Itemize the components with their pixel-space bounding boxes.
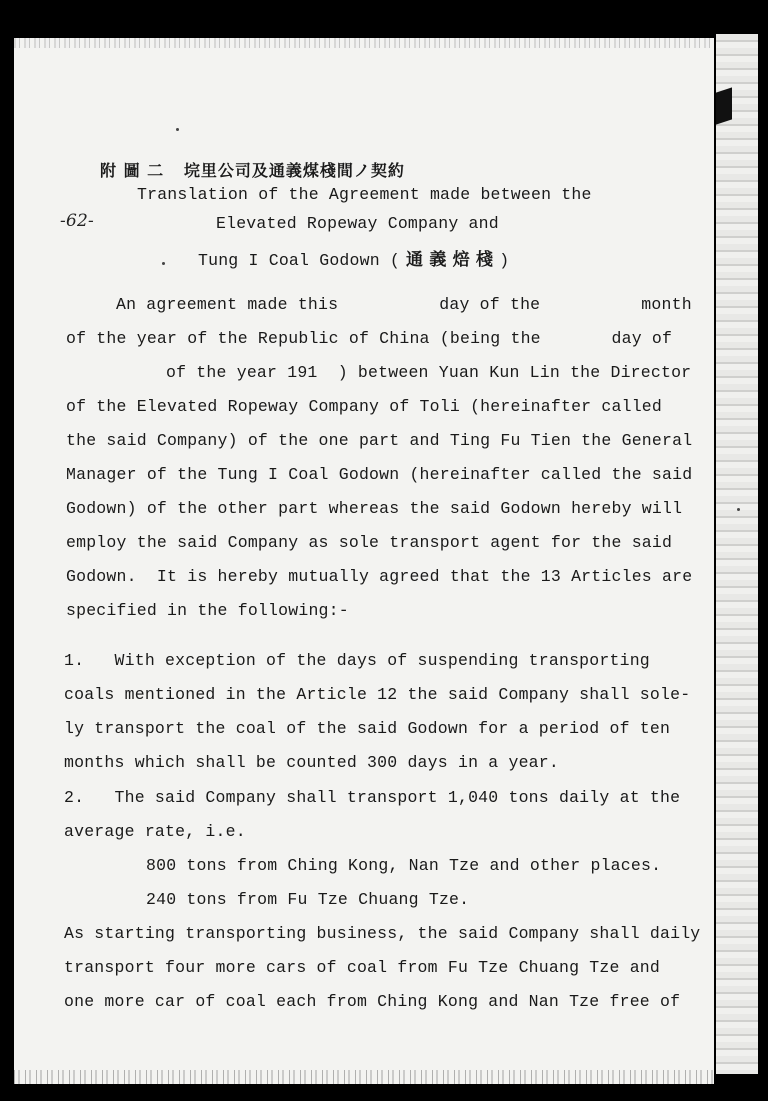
scan-speck [176,128,179,131]
body-line-1: An agreement made this day of the month [116,295,692,314]
body-line-7: Godown) of the other part whereas the said Godown hereby will [66,499,683,518]
title-line-3-chinese: 通 義 焙 棧 [406,250,494,270]
title-line-3-suffix: ) [499,251,510,270]
title-line-3 [198,245,509,270]
article-1-line-2: coals mentioned in the Article 12 the said Company shall sole- [64,685,691,704]
scan-speck [162,262,165,265]
body-line-6: Manager of the Tung I Coal Godown (hereinafter called the said [66,465,693,484]
body-line-2: of the year of the Republic of China (being the day of [66,329,673,348]
article-2-line-7: one more car of coal each from Ching Kong and Nan Tze free of [64,992,681,1011]
article-2-line-5: As starting transporting business, the said Company shall daily [64,924,701,943]
body-line-10: specified in the following:- [66,601,349,620]
article-2-line-4: 240 tons from Fu Tze Chuang Tze. [146,890,470,909]
body-line-3: of the year 191 ) between Yuan Kun Lin the Director [166,363,692,382]
body-line-5: the said Company) of the one part and Ting Fu Tien the General [66,431,693,450]
article-2-line-3: 800 tons from Ching Kong, Nan Tze and other places. [146,856,662,875]
torn-corner [716,87,732,124]
body-line-9: Godown. It is hereby mutually agreed that the 13 Articles are [66,567,693,586]
body-line-4: of the Elevated Ropeway Company of Toli (hereinafter called [66,397,662,416]
article-2-line-2: average rate, i.e. [64,822,246,841]
title-line-2: Elevated Ropeway Company and [216,214,499,233]
adjacent-page-edge [716,34,758,1074]
title-line-3-prefix: Tung I Coal Godown ( [198,251,401,270]
title-line-1: Translation of the Agreement made between the [137,185,592,204]
article-1-line-3: ly transport the coal of the said Godown for a period of ten [64,719,671,738]
body-line-8: employ the said Company as sole transport agent for the said [66,533,673,552]
article-2-line-6: transport four more cars of coal from Fu Tze Chuang Tze and [64,958,660,977]
article-1-line-1: 1. With exception of the days of suspending transporting [64,651,650,670]
article-2-line-1: 2. The said Company shall transport 1,040 tons daily at the [64,788,681,807]
japanese-header: 附 圖 二 垸里公司及通義煤棧間ノ契約 [100,161,405,180]
page-number: -62- [60,211,94,231]
scan-speck [737,508,740,511]
article-1-line-4: months which shall be counted 300 days in a year. [64,753,559,772]
